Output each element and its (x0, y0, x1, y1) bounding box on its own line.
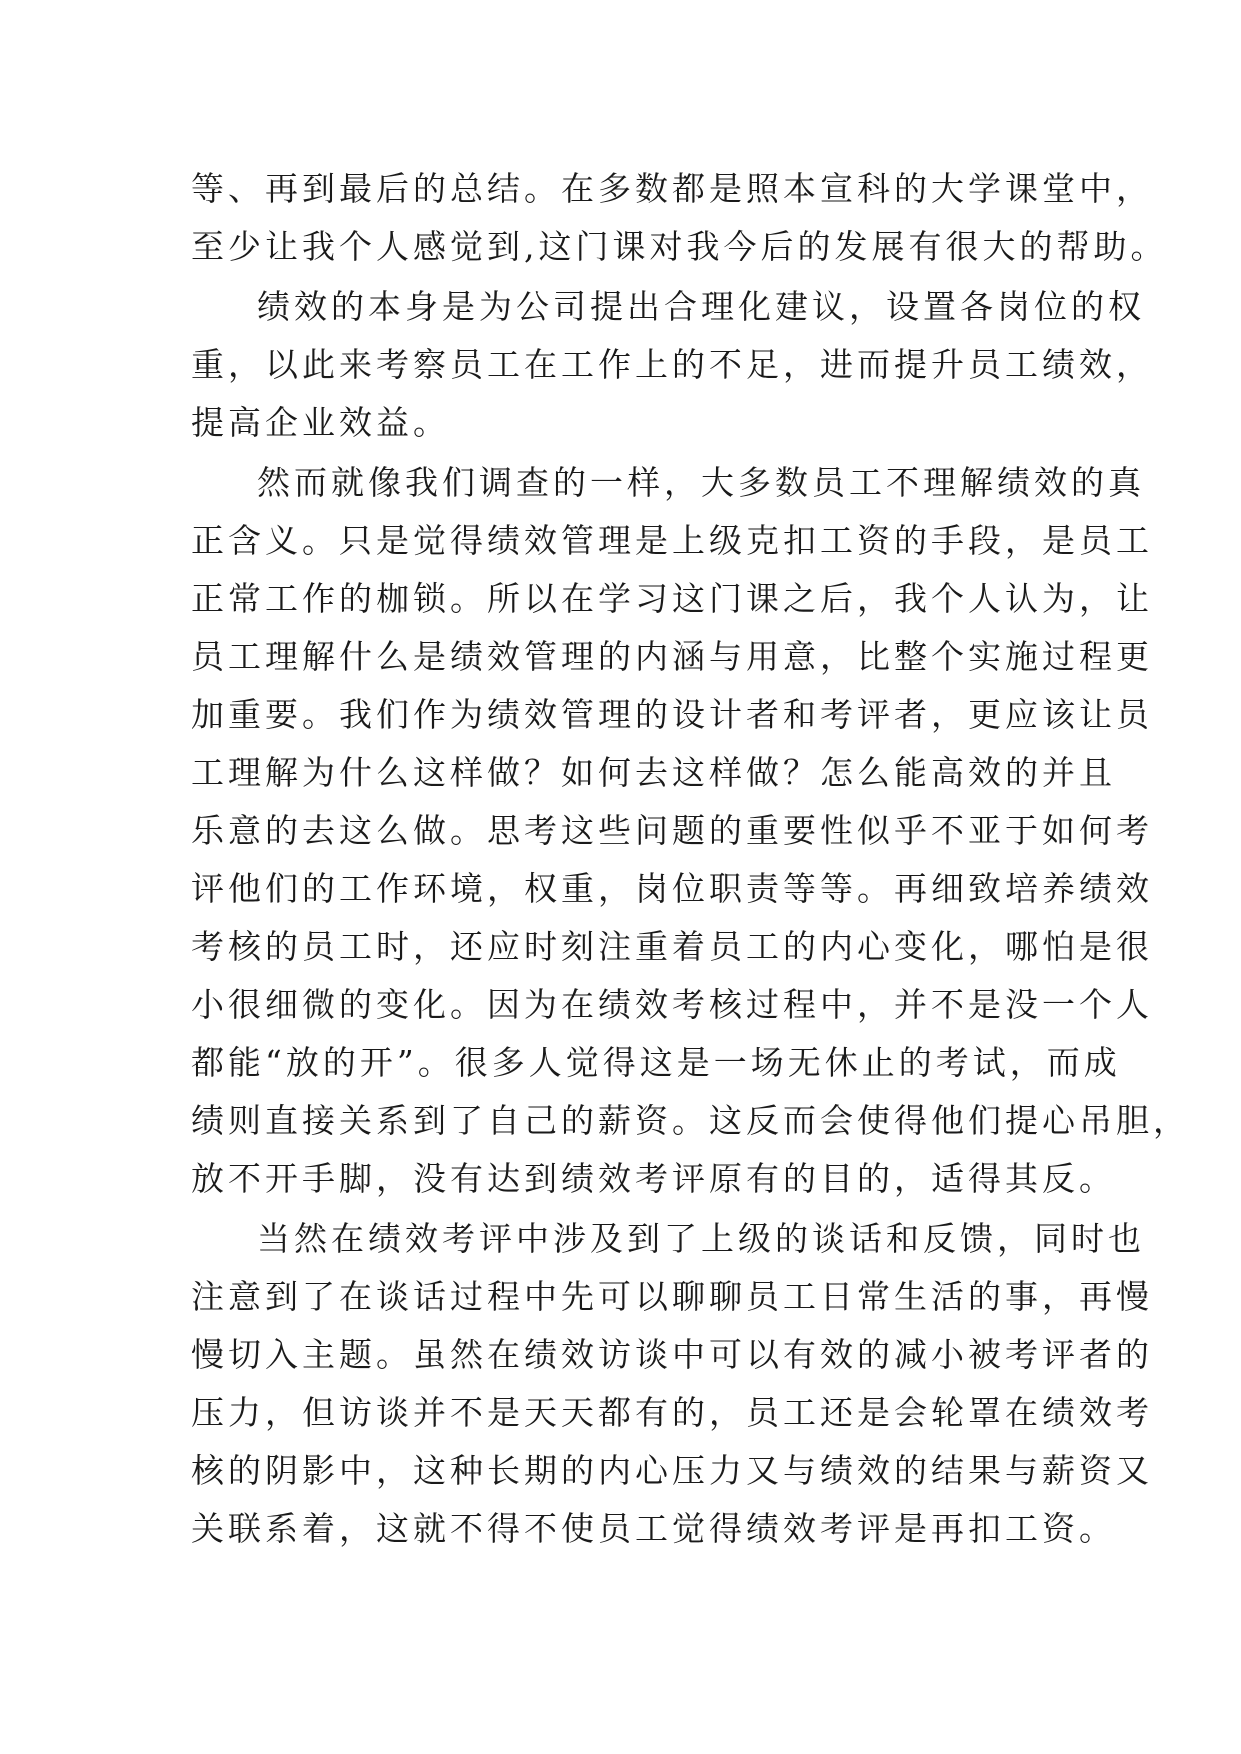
text-line: 等、再到最后的总结。在多数都是照本宣科的大学课堂中， (191, 169, 1153, 208)
text-line: 至少让我个人感觉到,这门课对我今后的发展有很大的帮助。 (191, 227, 1168, 266)
text-line: 工理解为什么这样做？如何去这样做？怎么能高效的并且 (191, 753, 1116, 792)
text-line: 加重要。我们作为绩效管理的设计者和考评者，更应该让员 (191, 695, 1153, 734)
text-line: 都能“放的开”。很多人觉得这是一场无休止的考试，而成 (191, 1043, 1121, 1082)
text-line: 评他们的工作环境，权重，岗位职责等等。再细致培养绩效 (191, 869, 1153, 908)
text-line: 正含义。只是觉得绩效管理是上级克扣工资的手段，是员工 (191, 521, 1153, 560)
text-line: 乐意的去这么做。思考这些问题的重要性似乎不亚于如何考 (191, 811, 1153, 850)
text-line: 慢切入主题。虽然在绩效访谈中可以有效的减小被考评者的 (191, 1335, 1153, 1374)
text-line: 核的阴影中，这种长期的内心压力又与绩效的结果与薪资又 (191, 1451, 1153, 1490)
text-line: 员工理解什么是绩效管理的内涵与用意，比整个实施过程更 (191, 637, 1153, 676)
text-line: 当然在绩效考评中涉及到了上级的谈话和反馈，同时也 (257, 1219, 1145, 1258)
text-line: 注意到了在谈话过程中先可以聊聊员工日常生活的事，再慢 (191, 1277, 1153, 1316)
text-line: 小很细微的变化。因为在绩效考核过程中，并不是没一个人 (191, 985, 1153, 1024)
text-line: 关联系着，这就不得不使员工觉得绩效考评是再扣工资。 (191, 1509, 1116, 1548)
text-line: 放不开手脚，没有达到绩效考评原有的目的，适得其反。 (191, 1159, 1116, 1198)
text-line: 然而就像我们调查的一样，大多数员工不理解绩效的真 (257, 463, 1145, 502)
text-line: 绩则直接关系到了自己的薪资。这反而会使得他们提心吊胆， (191, 1101, 1190, 1140)
text-line: 正常工作的枷锁。所以在学习这门课之后，我个人认为，让 (191, 579, 1153, 618)
text-line: 提高企业效益。 (191, 403, 450, 442)
text-line: 压力，但访谈并不是天天都有的，员工还是会轮罩在绩效考 (191, 1393, 1153, 1432)
text-line: 绩效的本身是为公司提出合理化建议，设置各岗位的权 (257, 287, 1145, 326)
text-line: 重，以此来考察员工在工作上的不足，进而提升员工绩效， (191, 345, 1153, 384)
text-line: 考核的员工时，还应时刻注重着员工的内心变化，哪怕是很 (191, 927, 1153, 966)
body-text (191, 160, 1190, 1558)
